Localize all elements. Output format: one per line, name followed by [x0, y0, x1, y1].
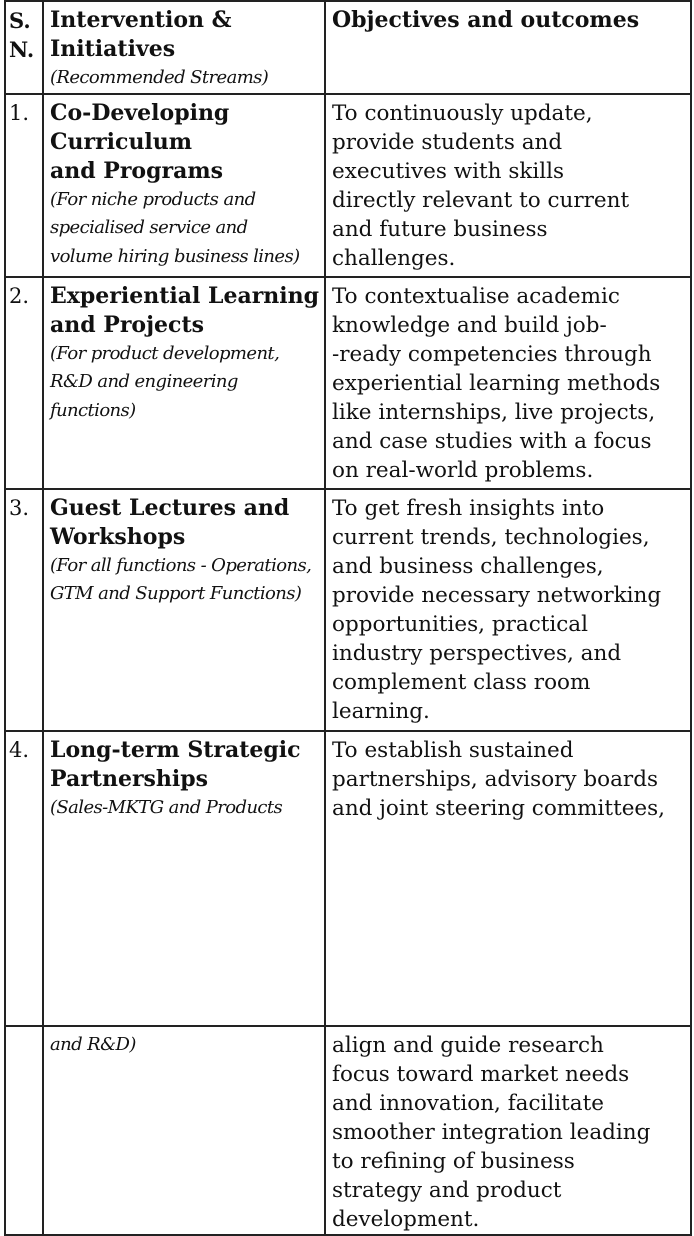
intervention-streams: (For all functions - Operations, GTM and Support Functions)	[50, 554, 312, 604]
table-row	[5, 277, 691, 489]
row-objective: To continuously update, provide students and executives with skills directly relevant to current and future business challenges.	[325, 94, 691, 277]
header-serial-number: S. N.	[5, 1, 43, 94]
row-intervention	[43, 731, 325, 1026]
intervention-title: Long-term Strategic Partnerships	[50, 736, 301, 792]
intervention-title: Co-Developing Curriculum and Programs	[50, 99, 230, 184]
row-serial-number: 4.	[5, 731, 43, 1026]
intervention-streams: (Sales-MKTG and Products	[50, 796, 283, 818]
row-serial-number: 3.	[5, 489, 43, 731]
table-row-continuation	[5, 1026, 691, 1235]
row-objective: To establish sustained partnerships, advisory boards and joint steering committees,	[325, 731, 691, 1026]
row-intervention	[43, 94, 325, 277]
intervention-streams: (For niche products and specialised service and volume hiring business lines)	[50, 188, 300, 267]
header-intervention-subtitle: (Recommended Streams)	[50, 67, 269, 88]
row-objective: To get fresh insights into current trends, technologies, and business challenges, provide necessary networking opportunities, practical industry perspectives, and complement class room learning.	[325, 489, 691, 731]
intervention-streams: (For product development, R&D and engineering functions)	[50, 342, 280, 421]
table-header-row	[5, 1, 691, 94]
row-objective: align and guide research focus toward market needs and innovation, facilitate smoother integration leading to refining of business strategy and product development.	[325, 1026, 691, 1235]
row-intervention	[43, 489, 325, 731]
row-intervention	[43, 1026, 325, 1235]
table-row	[5, 731, 691, 1026]
intervention-streams: and R&D)	[50, 1033, 136, 1055]
header-intervention-title: Intervention & Initiatives	[50, 7, 232, 62]
row-objective: To contextualise academic knowledge and build job- -ready competencies through experiential learning methods like internships, live projects, and case studies with a focus on real-world problems.	[325, 277, 691, 489]
intervention-title: Experiential Learning and Projects	[50, 282, 320, 338]
intervention-title: Guest Lectures and Workshops	[50, 494, 290, 550]
interventions-table	[4, 0, 692, 1236]
row-serial-number: 1.	[5, 94, 43, 277]
row-serial-number	[5, 1026, 43, 1235]
table-row	[5, 489, 691, 731]
row-serial-number: 2.	[5, 277, 43, 489]
header-intervention	[43, 1, 325, 94]
header-objectives: Objectives and outcomes	[325, 1, 691, 94]
table-row	[5, 94, 691, 277]
row-intervention	[43, 277, 325, 489]
